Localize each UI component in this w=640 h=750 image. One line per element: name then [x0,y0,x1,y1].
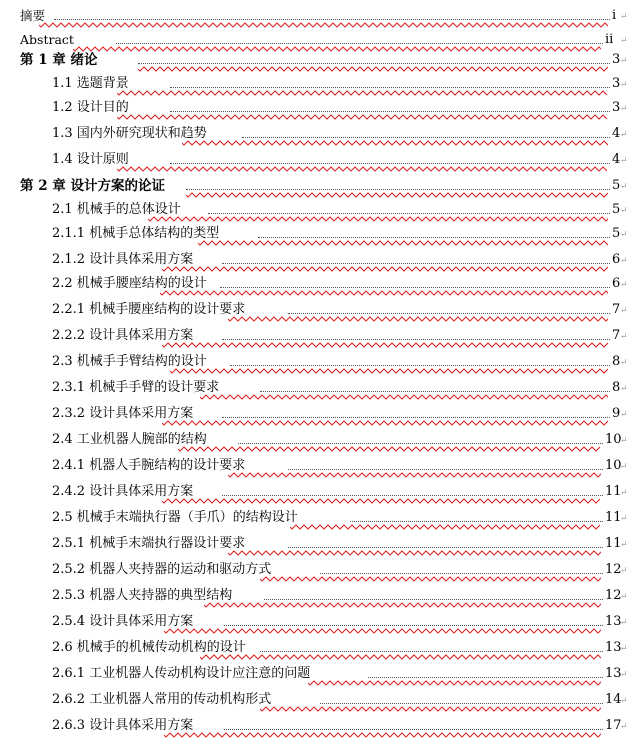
toc-entry-page: 6 [612,252,621,267]
toc-leader-dots [260,651,603,652]
toc-entry-title: 2.2.1 机械手腰座结构的设计要求 [52,302,246,317]
toc-entry-page: 3 [612,76,621,91]
toc-entry-title: 2.5.3 机器人夹持器的典型结构 [52,588,233,603]
toc-leader-dots [186,189,610,190]
toc-entry-page: 5 [612,226,621,241]
paragraph-mark-icon: ↵ [620,256,628,266]
spellcheck-squiggle [117,114,608,120]
toc-leader-dots [222,417,610,418]
toc-entry[interactable] [0,428,640,452]
toc-entry[interactable] [0,506,640,530]
paragraph-mark-icon: ↵ [620,280,628,290]
paragraph-mark-icon: ↵ [620,696,628,706]
toc-entry[interactable] [0,350,640,374]
toc-entry[interactable] [0,714,640,738]
paragraph-mark-icon: ↵ [620,56,628,66]
spellcheck-squiggle [228,550,601,556]
toc-entry-title: 2.6.1 工业机器人传动机构设计应注意的问题 [52,666,311,681]
toc-entry-title: 2.5.1 机械手末端执行器设计要求 [52,536,246,551]
paragraph-mark-icon: ↵ [620,722,628,732]
toc-entry-title: 2.2.2 设计具体采用方案 [52,328,194,343]
toc-entry[interactable] [0,454,640,478]
toc-entry-title: 2.4.1 机器人手腕结构的设计要求 [52,458,246,473]
toc-entry-title: 2.2 机械手腰座结构的设计 [52,276,207,291]
toc-entry-page: 7 [612,302,621,317]
toc-entry-title: 2.4 工业机器人腕部的结构 [52,432,207,447]
toc-leader-dots [368,677,603,678]
paragraph-mark-icon: ↵ [620,644,628,654]
toc-entry-title: 2.6.3 设计具体采用方案 [52,718,194,733]
toc-entry-title: 第 2 章 设计方案的论证 [20,178,165,194]
spellcheck-squiggle [198,240,608,246]
paragraph-mark-icon: ↵ [620,410,628,420]
toc-leader-dots [320,573,603,574]
toc-entry-title: 2.5.2 机器人夹持器的运动和驱动方式 [52,562,272,577]
toc-leader-dots [220,287,610,288]
toc-entry-title: 1.3 国内外研究现状和趋势 [52,126,207,141]
toc-entry-page: 17 [605,718,622,733]
paragraph-mark-icon: ↵ [620,80,628,90]
toc-entry-title: 2.5.4 设计具体采用方案 [52,614,194,629]
toc-leader-dots [222,495,603,496]
toc-entry-title: 2.5 机械手末端执行器（手爪）的结构设计 [52,510,298,525]
paragraph-mark-icon: ↵ [620,12,628,22]
toc-entry-title: 2.4.2 设计具体采用方案 [52,484,194,499]
toc-entry-page: 11 [605,484,622,499]
toc-entry[interactable] [0,636,640,660]
spellcheck-squiggle [162,342,608,348]
toc-leader-dots [288,469,603,470]
paragraph-mark-icon: ↵ [620,182,628,192]
paragraph-mark-icon: ↵ [620,618,628,628]
toc-entry-page: 13 [605,640,622,655]
toc-leader-dots [222,339,610,340]
toc-entry-page: 11 [605,536,622,551]
toc-entry-title: 2.1.1 机械手总体结构的类型 [52,226,220,241]
spellcheck-squiggle [164,732,601,738]
toc-entry-title: 1.1 选题背景 [52,76,129,91]
toc-entry-page: 5 [612,202,621,217]
toc-entry-page: 13 [605,666,622,681]
toc-entry-title: 1.4 设计原则 [52,152,129,167]
spellcheck-squiggle [260,576,601,582]
toc-entry[interactable] [0,198,640,222]
toc-leader-dots [224,729,603,730]
toc-leader-dots [170,111,610,112]
paragraph-mark-icon: ↵ [620,230,628,240]
toc-leader-dots [350,521,603,522]
paragraph-mark-icon: ↵ [620,436,628,446]
toc-leader-dots [208,213,610,214]
spellcheck-squiggle [164,628,601,634]
spellcheck-squiggle [178,446,601,452]
toc-entry[interactable] [0,272,640,296]
toc-entry-title: 2.3.2 设计具体采用方案 [52,406,194,421]
spellcheck-squiggle [228,316,608,322]
toc-leader-dots [170,87,610,88]
toc-entry-page: 6 [612,276,621,291]
toc-entry[interactable] [0,298,640,322]
spellcheck-squiggle [204,602,601,608]
toc-entry[interactable] [0,248,640,272]
toc-entry-page: 12 [605,562,622,577]
toc-entry-title: Abstract [20,32,74,47]
toc-entry-page: 9 [612,406,621,421]
paragraph-mark-icon: ↵ [620,104,628,114]
spellcheck-squiggle [200,654,601,660]
paragraph-mark-icon: ↵ [620,358,628,368]
spellcheck-squiggle [308,680,601,686]
toc-leader-dots [54,19,610,20]
toc-entry-title: 2.3 机械手手臂结构的设计 [52,354,207,369]
toc-entry-page: 10 [605,432,622,447]
spellcheck-squiggle [170,368,608,374]
toc-entry[interactable] [0,558,640,582]
toc-entry[interactable] [0,96,640,120]
spellcheck-squiggle [117,166,608,172]
toc-leader-dots [224,625,603,626]
toc-entry-page: 4 [612,152,621,167]
toc-entry[interactable] [0,324,640,348]
paragraph-mark-icon: ↵ [620,156,628,166]
toc-leader-dots [138,63,610,64]
toc-entry[interactable] [0,222,640,246]
toc-entry[interactable] [0,584,640,608]
toc-entry-title: 2.6 机械手的机械传动机构的设计 [52,640,246,655]
toc-leader-dots [320,703,603,704]
toc-leader-dots [288,547,603,548]
spellcheck-squiggle [160,290,608,296]
toc-entry-title: 第 1 章 绪论 [20,52,98,68]
toc-entry-title: 2.6.2 工业机器人常用的传动机构形式 [52,692,272,707]
toc-leader-dots [242,137,610,138]
toc-entry-title: 2.1.2 设计具体采用方案 [52,252,194,267]
paragraph-mark-icon: ↵ [620,514,628,524]
toc-entry[interactable] [0,532,640,556]
toc-entry-page: 14 [605,692,622,707]
toc-entry[interactable] [0,48,640,72]
toc-leader-dots [260,391,610,392]
toc-entry[interactable] [0,480,640,504]
toc-entry[interactable] [0,148,640,172]
paragraph-mark-icon: ↵ [620,332,628,342]
spellcheck-squiggle [290,524,601,530]
toc-leader-dots [170,163,610,164]
toc-leader-dots [238,443,603,444]
toc-entry-title: 1.2 设计目的 [52,100,129,115]
toc-entry-page: 8 [612,354,621,369]
paragraph-mark-icon: ↵ [620,306,628,316]
toc-entry-page: 8 [612,380,621,395]
toc-entry-title: 2.3.1 机械手手臂的设计要求 [52,380,220,395]
spellcheck-squiggle [200,394,608,400]
toc-entry[interactable] [0,376,640,400]
toc-leader-dots [258,237,610,238]
toc-entry-title: 摘要 [20,8,46,23]
toc-entry[interactable] [0,610,640,634]
paragraph-mark-icon: ↵ [620,566,628,576]
toc-entry-page: 13 [605,614,622,629]
paragraph-mark-icon: ↵ [620,670,628,680]
toc-entry[interactable] [0,174,640,198]
paragraph-mark-icon: ↵ [620,540,628,550]
spellcheck-squiggle [162,498,601,504]
spellcheck-squiggle [162,420,608,426]
toc-entry-page: 10 [605,458,622,473]
spellcheck-squiggle [260,706,601,712]
paragraph-mark-icon: ↵ [620,206,628,216]
toc-entry[interactable] [0,688,640,712]
paragraph-mark-icon: ↵ [620,384,628,394]
toc-entry[interactable] [0,72,640,96]
paragraph-mark-icon: ↵ [620,488,628,498]
toc-entry-title: 2.1 机械手的总体设计 [52,202,181,217]
toc-entry[interactable] [0,122,640,146]
toc-entry-page: 4 [612,126,621,141]
toc-entry[interactable] [0,662,640,686]
paragraph-mark-icon: ↵ [620,592,628,602]
paragraph-mark-icon: ↵ [620,36,628,46]
toc-entry-page: 5 [612,178,621,193]
paragraph-mark-icon: ↵ [620,130,628,140]
toc-entry-page: 7 [612,328,621,343]
toc-leader-dots [222,263,610,264]
toc-leader-dots [230,365,610,366]
toc-entry-page: i [612,8,617,23]
toc-entry-page: 11 [605,510,622,525]
toc-entry-page: 3 [612,100,621,115]
toc-leader-dots [288,313,610,314]
toc-entry[interactable] [0,402,640,426]
toc-leader-dots [264,599,603,600]
spellcheck-squiggle [182,140,608,146]
toc-entry-page: 3 [612,52,621,67]
toc-entry[interactable] [0,4,640,28]
toc-entry-page: ii [605,32,614,47]
spellcheck-squiggle [228,472,601,478]
toc-leader-dots [116,43,603,44]
toc-entry-page: 12 [605,588,622,603]
paragraph-mark-icon: ↵ [620,462,628,472]
